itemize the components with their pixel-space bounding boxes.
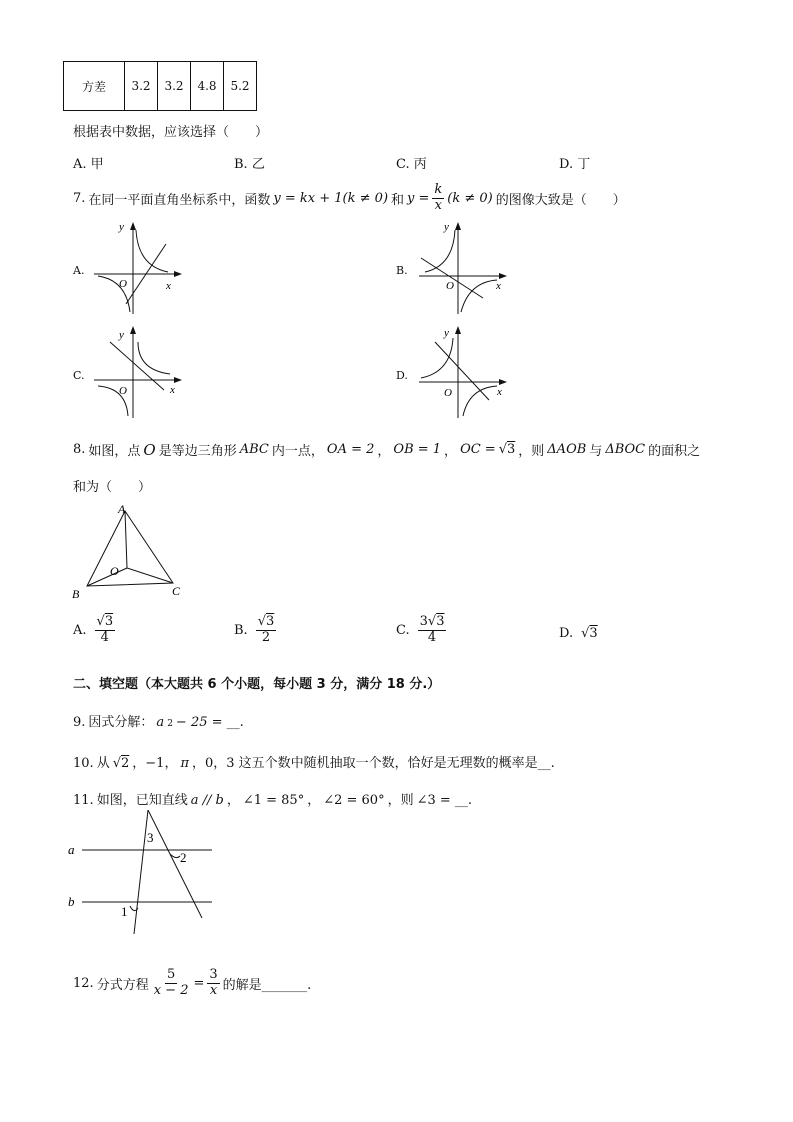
- question-number: 11.: [73, 793, 94, 808]
- table-cell: 3.2: [125, 62, 158, 111]
- fraction-numerator: 5: [166, 967, 176, 982]
- question-number: 9.: [73, 715, 86, 730]
- q8-separator: ，: [377, 444, 391, 459]
- q8-option-c[interactable]: [396, 615, 446, 646]
- triangle-boc: ΔBOC: [605, 442, 646, 457]
- line-graph: [110, 342, 164, 390]
- option-fraction: [256, 615, 277, 646]
- table-cell: 3.2: [158, 62, 191, 111]
- q11-parallel-lines-figure: [66, 808, 216, 936]
- q8-text: 是等边三角形: [158, 444, 237, 459]
- x-label: x: [166, 280, 171, 292]
- q7-text-after: 的图像大致是（ ）: [495, 192, 626, 208]
- q8-option-b[interactable]: [234, 615, 276, 646]
- origin-label: O: [119, 278, 127, 290]
- option-text: 甲: [90, 157, 104, 172]
- ob-length: OB = 1: [393, 442, 442, 457]
- origin-label: O: [444, 387, 452, 399]
- q9-text: 因式分解：: [88, 715, 154, 730]
- x-axis-arrow: [174, 271, 182, 277]
- label-2: 2: [180, 850, 187, 865]
- y-label: y: [444, 327, 449, 339]
- q12-text: 的解是_______.: [222, 977, 312, 993]
- table-row-label: 方差: [64, 62, 125, 111]
- q8-option-a[interactable]: [73, 615, 115, 646]
- fraction-denominator: 4: [427, 629, 437, 645]
- q8-stem-line1: [73, 440, 700, 459]
- q9-base: a: [156, 715, 165, 730]
- q6-option-b[interactable]: [234, 153, 265, 172]
- q7-func1: y = kx + 1(k ≠ 0): [273, 190, 389, 206]
- y-label: y: [444, 221, 449, 233]
- q11-parallel: a // b: [190, 793, 224, 808]
- oa-length: OA = 2: [326, 442, 375, 457]
- graph-option-d[interactable]: [413, 322, 513, 422]
- option-text: 丁: [577, 157, 591, 172]
- label-1: 1: [121, 904, 128, 919]
- radicand: 3: [507, 442, 516, 457]
- option-radical: √3: [581, 626, 598, 641]
- line-graph: [421, 258, 483, 298]
- radicand: 3: [436, 614, 445, 629]
- y-axis-arrow: [130, 326, 136, 334]
- option-fraction: [418, 615, 447, 646]
- q8-triangle-figure: [68, 500, 193, 602]
- graph-option-a[interactable]: [88, 218, 188, 318]
- origin-label: O: [119, 385, 127, 397]
- radicand: 3: [104, 614, 114, 629]
- fraction-numerator: 3: [209, 967, 218, 982]
- q10-radical: √2: [112, 756, 130, 771]
- q8-text: 与: [589, 444, 603, 459]
- q11-text: ，则: [387, 793, 414, 808]
- option-text: 丙: [413, 157, 427, 172]
- fraction-denominator: x − 2: [153, 982, 189, 998]
- option-letter: A.: [73, 157, 87, 172]
- q6-option-a[interactable]: [73, 153, 104, 172]
- graph-option-c[interactable]: [88, 322, 188, 422]
- label-a: A: [118, 502, 126, 516]
- q10-text: ，0，3 这五个数中随机抽取一个数，恰好是无理数的概率是__.: [192, 756, 555, 771]
- q11: [73, 789, 472, 808]
- radicand: 3: [589, 626, 598, 641]
- graph-option-b[interactable]: [413, 218, 513, 318]
- option-text: 乙: [251, 157, 265, 172]
- radicand: 3: [265, 614, 275, 629]
- fraction-numerator: k: [434, 181, 443, 197]
- segment-oc: [127, 568, 173, 583]
- q11-text: 如图，已知直线: [96, 793, 188, 808]
- q7-option-a-label[interactable]: A.: [73, 264, 85, 277]
- q12: [73, 968, 311, 999]
- q12-equals: =: [193, 975, 205, 991]
- fraction-denominator: x: [209, 982, 218, 998]
- q11-angle1: ∠1 = 85°: [242, 793, 305, 808]
- label-o: O: [110, 564, 119, 578]
- label-b: b: [68, 894, 75, 909]
- segment-ob: [87, 568, 127, 586]
- q7-func2-cond: (k ≠ 0): [447, 190, 493, 206]
- q11-text: ，: [307, 793, 321, 808]
- q6-option-d[interactable]: [559, 153, 590, 172]
- q7-conj: 和: [391, 192, 405, 208]
- variance-table: [63, 61, 257, 111]
- label-b: B: [72, 587, 80, 601]
- hyperbola-branch: [138, 342, 170, 374]
- origin-label: O: [446, 280, 454, 292]
- option-letter: C.: [396, 157, 410, 172]
- q10-text: 从: [96, 756, 110, 771]
- fraction-numerator: √3: [257, 614, 275, 629]
- x-axis-arrow: [174, 377, 182, 383]
- q12-fraction-2: [207, 968, 219, 999]
- q7-func2-fraction: [432, 183, 444, 214]
- option-letter: A.: [73, 622, 87, 638]
- triangle-abc: ABC: [239, 442, 269, 457]
- q7-option-b-label[interactable]: B.: [396, 264, 408, 277]
- question-number: 10.: [73, 756, 94, 771]
- oc-radical: √3: [498, 442, 516, 457]
- q9: [73, 711, 244, 730]
- y-label: y: [119, 221, 124, 233]
- q8-text: ，则: [518, 444, 545, 459]
- table-cell: 5.2: [224, 62, 257, 111]
- q8-separator: ，: [444, 444, 458, 459]
- fraction-numerator: 3√3: [419, 614, 445, 629]
- q7-func2-lhs: y =: [407, 190, 430, 206]
- option-letter: B.: [234, 157, 248, 172]
- triangle-aob: ΔAOB: [547, 442, 587, 457]
- transversal-1: [134, 810, 148, 934]
- option-letter: D.: [559, 626, 574, 641]
- q8-option-d[interactable]: [559, 626, 598, 641]
- q10-text: ，−1，: [132, 756, 178, 771]
- q6-option-c[interactable]: [396, 153, 427, 172]
- section-2-title: 二、填空题（本大题共 6 个小题，每小题 3 分，满分 18 分.）: [73, 677, 441, 692]
- point-o: O: [143, 440, 156, 459]
- q7-option-d-label[interactable]: D.: [396, 369, 408, 382]
- option-letter: B.: [234, 622, 248, 638]
- option-letter: C.: [396, 622, 410, 638]
- y-axis-arrow: [455, 326, 461, 334]
- option-letter: D.: [559, 157, 574, 172]
- q9-exponent: 2: [167, 719, 173, 729]
- q10: [73, 752, 555, 771]
- hyperbola-branch: [425, 230, 455, 272]
- q11-angle3: ∠3 = __.: [416, 793, 473, 808]
- table-row: [64, 62, 257, 111]
- q8-text: 如图，点: [88, 444, 141, 459]
- label-3: 3: [147, 830, 154, 845]
- fraction-denominator: x: [434, 197, 443, 213]
- fraction-numerator: √3: [96, 614, 114, 629]
- q7-option-c-label[interactable]: C.: [73, 369, 85, 382]
- question-number: 7.: [73, 190, 86, 206]
- q7-text-before: 在同一平面直角坐标系中，函数: [88, 192, 271, 208]
- q8-text: 的面积之: [648, 444, 701, 459]
- q8-text: 内一点，: [271, 444, 324, 459]
- q7-stem: [73, 180, 626, 216]
- question-number: 12.: [73, 975, 94, 991]
- q8-stem-line2: 和为（ ）: [73, 480, 152, 495]
- radicand: 2: [121, 756, 130, 771]
- x-axis-arrow: [499, 379, 507, 385]
- fraction-denominator: 2: [261, 629, 271, 645]
- label-a: a: [68, 842, 75, 857]
- q12-fraction-1: [152, 968, 191, 999]
- q12-text: 分式方程: [96, 977, 149, 993]
- x-axis-arrow: [499, 273, 507, 279]
- x-label: x: [496, 280, 501, 292]
- option-fraction: [95, 615, 116, 646]
- q11-angle2: ∠2 = 60°: [323, 793, 385, 808]
- x-label: x: [170, 384, 175, 396]
- y-axis-arrow: [130, 222, 136, 230]
- q9-expr: − 25 = __.: [175, 715, 244, 730]
- q6-stem: 根据表中数据，应该选择（ ）: [73, 125, 269, 140]
- question-number: 8.: [73, 442, 86, 457]
- x-label: x: [497, 386, 502, 398]
- table-cell: 4.8: [191, 62, 224, 111]
- y-axis-arrow: [455, 222, 461, 230]
- y-label: y: [119, 329, 124, 341]
- label-c: C: [172, 584, 181, 598]
- triangle-abc-shape: [87, 511, 173, 586]
- fraction-denominator: 4: [100, 629, 109, 645]
- segment-oa: [125, 511, 127, 568]
- coefficient: 3: [419, 614, 428, 629]
- q10-pi: π: [180, 756, 189, 771]
- q11-text: ，: [226, 793, 240, 808]
- oc-length-lhs: OC =: [460, 442, 496, 457]
